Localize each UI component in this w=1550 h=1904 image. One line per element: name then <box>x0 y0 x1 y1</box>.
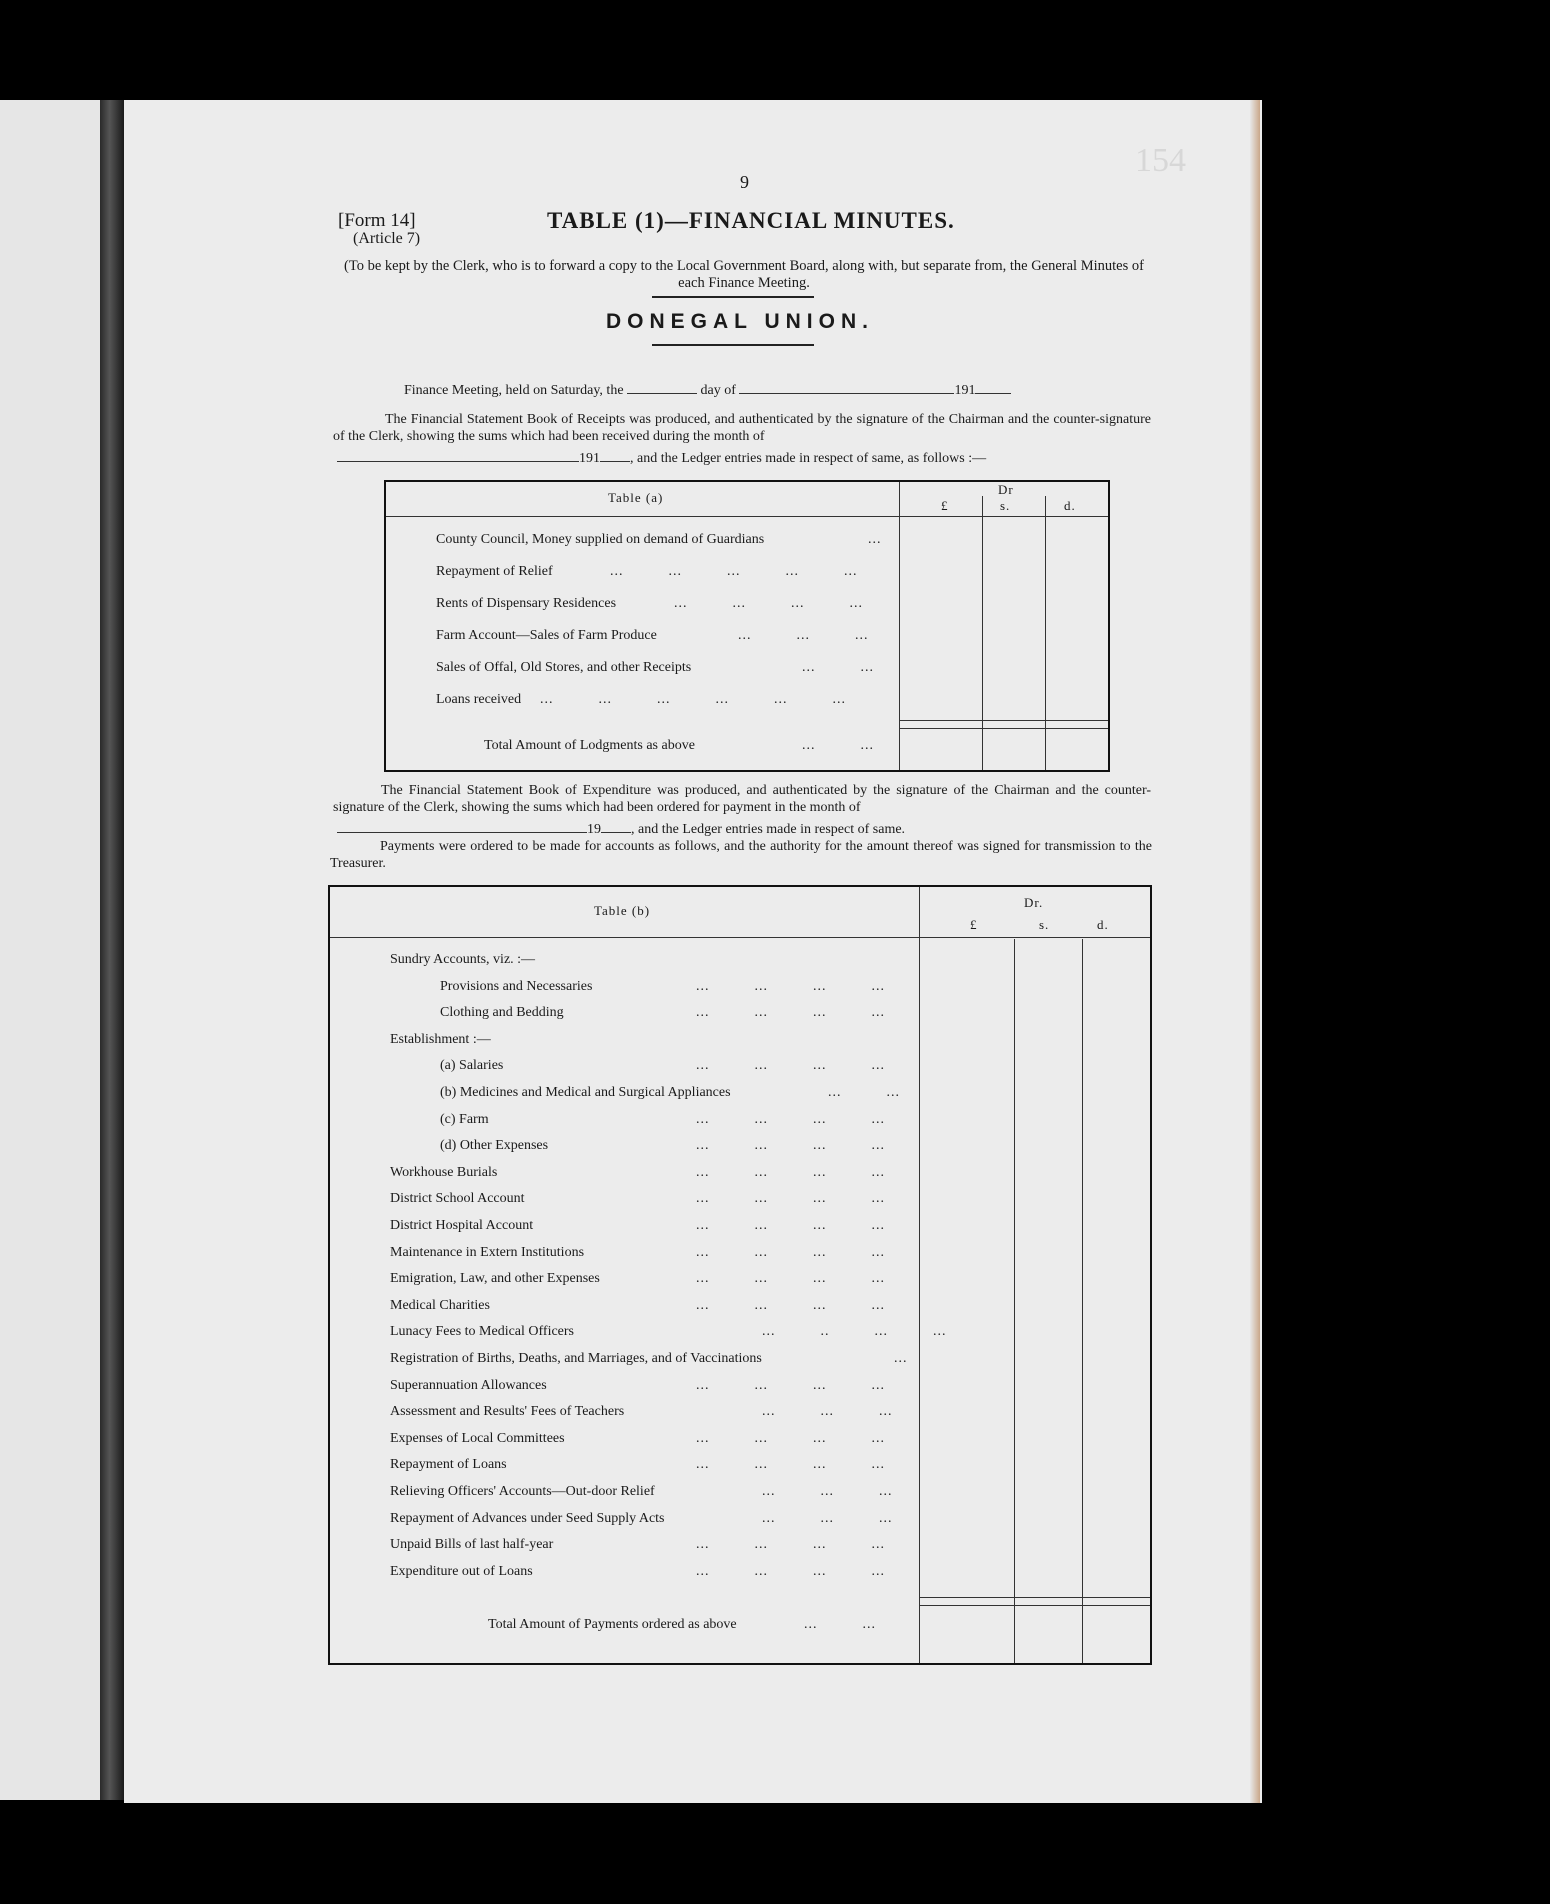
table-b-row-label: Provisions and Necessaries <box>440 979 593 994</box>
table-b-row-label: Sundry Accounts, viz. :— <box>390 952 536 967</box>
month-blank[interactable] <box>739 393 954 394</box>
form-label: [Form 14] <box>338 210 416 231</box>
table-b-row-label: Medical Charities <box>390 1298 490 1313</box>
table-b-total-label: Total Amount of Payments ordered as above <box>488 1617 737 1632</box>
table-a-pence: d. <box>1064 498 1076 513</box>
table-b-col-divider <box>1014 939 1015 1663</box>
page-edge <box>1250 100 1260 1803</box>
table-b-row-label: (c) Farm <box>440 1112 489 1127</box>
table-b-row-dots: ... ... <box>828 1085 900 1100</box>
table-a-row-dots: ... ... ... ... <box>674 596 863 611</box>
payments-paragraph: Payments were ordered to be made for accounts as follows, and the authority for the amount thereof was signed for transmission to the Treasurer. <box>330 839 1152 871</box>
table-b-row-dots: ... ... ... <box>762 1404 893 1419</box>
table-a-row-dots: ... ... ... <box>738 628 869 643</box>
table-b-row-label: Workhouse Burials <box>390 1165 498 1180</box>
table-b-row-dots: ... ... ... ... <box>696 1378 885 1393</box>
table-b-row-label: Maintenance in Extern Institutions <box>390 1245 585 1260</box>
table-b-col-divider <box>919 887 920 1663</box>
table-b-row-label: District Hospital Account <box>390 1218 534 1233</box>
table-b-row-dots: ... ... ... ... <box>696 1138 885 1153</box>
table-b-title: Table (b) <box>594 903 651 918</box>
table-b-row-label: Expenditure out of Loans <box>390 1564 533 1579</box>
table-b-row-label: (b) Medicines and Medical and Surgical Appliances <box>440 1085 731 1100</box>
table-a-row-dots: ... ... ... ... ... ... <box>540 692 846 707</box>
table-b-row-label: Lunacy Fees to Medical Officers <box>390 1324 575 1339</box>
title-divider-bottom <box>652 344 814 346</box>
table-b-row-label: Repayment of Advances under Seed Supply Acts <box>390 1511 665 1526</box>
table-b-pounds: £ <box>970 917 978 932</box>
table-b-row-dots: ... ... ... ... <box>696 1457 885 1472</box>
table-a-row-label: Repayment of Relief <box>436 564 553 579</box>
table-a-row-dots: ... ... <box>802 660 874 675</box>
receipts-month-line <box>337 451 986 467</box>
table-b-row-dots: ... <box>894 1351 908 1366</box>
meeting-year: 191 <box>954 383 976 398</box>
table-b-row-dots: ... ... ... ... <box>696 1112 885 1127</box>
table-a-total-dots: ... ... <box>802 738 874 753</box>
table-a-row-label: County Council, Money supplied on demand of Guardians <box>436 532 765 547</box>
table-b-total-dots: ... ... <box>804 1617 876 1632</box>
receipts-month-blank[interactable] <box>337 461 579 462</box>
table-a-header-rule <box>386 516 1108 517</box>
table-a-row-label: Sales of Offal, Old Stores, and other Receipts <box>436 660 692 675</box>
table-a-row-label: Farm Account—Sales of Farm Produce <box>436 628 657 643</box>
meeting-day-of: day of <box>700 383 736 398</box>
facing-page <box>0 100 105 1800</box>
table-b-row-label: Repayment of Loans <box>390 1457 507 1472</box>
table-b-row-label: Registration of Births, Deaths, and Marriages, and of Vaccinations <box>390 1351 762 1366</box>
table-b-row-dots: ... ... ... ... <box>696 1564 885 1579</box>
table-a-row-label: Loans received <box>436 692 522 707</box>
table-b-row-label: (d) Other Expenses <box>440 1138 549 1153</box>
table-b-col-divider <box>1082 939 1083 1663</box>
table-a-total-label: Total Amount of Lodgments as above <box>484 738 695 753</box>
table-b-row-dots: ... ... ... ... <box>696 1165 885 1180</box>
table-b-row-label: District School Account <box>390 1191 525 1206</box>
table-a-total-rule <box>899 720 1108 721</box>
table-b-total-rule <box>919 1605 1150 1606</box>
union-name: DONEGAL UNION. <box>606 310 874 333</box>
table-a-pounds: £ <box>941 498 949 513</box>
receipts-suffix: , and the Ledger entries made in respect of same, as follows :— <box>630 451 987 466</box>
table-b-header-rule <box>330 937 1150 938</box>
year-blank[interactable] <box>975 393 1011 394</box>
instruction-text: (To be kept by the Clerk, who is to forward a copy to the Local Government Board, along with, but separate from, the General Minutes of each Finance Meeting. <box>344 258 1144 291</box>
table-b-row-dots: ... ... ... ... <box>696 1005 885 1020</box>
table-b-row-dots: ... ... ... ... <box>696 1191 885 1206</box>
meeting-prefix: Finance Meeting, held on Saturday, the <box>404 383 624 398</box>
stamp-number: 154 <box>1135 142 1186 179</box>
meeting-line <box>404 383 1011 399</box>
table-b-row-dots: ... .. ... ... <box>762 1324 947 1339</box>
table-b-row-dots: ... ... ... ... <box>696 1431 885 1446</box>
table-b-row-dots: ... ... ... ... <box>696 1537 885 1552</box>
expenditure-suffix: , and the Ledger entries made in respect of same. <box>631 822 906 837</box>
expenditure-month-blank[interactable] <box>337 832 587 833</box>
page-number: 9 <box>740 172 749 192</box>
table-b <box>328 885 1152 1665</box>
table-b-row-label: (a) Salaries <box>440 1058 504 1073</box>
table-a-col-divider <box>899 482 900 770</box>
table-b-row-label: Relieving Officers' Accounts—Out-door Relief <box>390 1484 655 1499</box>
book-spine <box>100 100 124 1800</box>
table-b-shillings: s. <box>1039 917 1050 932</box>
receipts-year: 191 <box>579 451 600 466</box>
table-b-row-dots: ... ... ... <box>762 1511 893 1526</box>
table-b-row-label: Clothing and Bedding <box>440 1005 564 1020</box>
table-b-pence: d. <box>1097 917 1109 932</box>
table-b-row-label: Superannuation Allowances <box>390 1378 547 1393</box>
table-b-row-label: Unpaid Bills of last half-year <box>390 1537 554 1552</box>
expenditure-paragraph: The Financial Statement Book of Expenditure was produced, and authenticated by the signature of the Chairman and the counter-signature of the Clerk, showing the sums which had been ordered for payment in the month of <box>333 783 1151 815</box>
receipts-paragraph: The Financial Statement Book of Receipts was produced, and authenticated by the signature of the Chairman and the counter-signature of the Clerk, showing the sums which had been received during the month of <box>333 412 1151 444</box>
table-b-total-rule <box>919 1597 1150 1598</box>
table-b-dr: Dr. <box>1024 895 1044 910</box>
table-b-row-label: Emigration, Law, and other Expenses <box>390 1271 600 1286</box>
table-a-row-dots: ... <box>868 532 882 547</box>
table-b-row-dots: ... ... ... ... <box>696 1218 885 1233</box>
receipts-year-blank[interactable] <box>600 461 630 462</box>
table-a-row-label: Rents of Dispensary Residences <box>436 596 617 611</box>
table-a-total-rule <box>899 728 1108 729</box>
table-b-row-label: Establishment :— <box>390 1032 491 1047</box>
table-a-row-dots: ... ... ... ... ... <box>610 564 858 579</box>
table-b-row-dots: ... ... ... ... <box>696 1298 885 1313</box>
document-title: TABLE (1)—FINANCIAL MINUTES. <box>547 208 955 233</box>
table-a-shillings: s. <box>1000 498 1011 513</box>
table-a-dr: Dr <box>998 482 1014 497</box>
day-blank[interactable] <box>627 393 697 394</box>
table-b-row-dots: ... ... ... ... <box>696 979 885 994</box>
table-b-row-label: Assessment and Results' Fees of Teachers <box>390 1404 625 1419</box>
article-label: (Article 7) <box>353 230 421 247</box>
table-b-row-dots: ... ... ... ... <box>696 1271 885 1286</box>
expenditure-year: 19 <box>587 822 601 837</box>
table-a <box>384 480 1110 772</box>
table-b-row-dots: ... ... ... ... <box>696 1058 885 1073</box>
expenditure-year-blank[interactable] <box>601 832 631 833</box>
table-a-title: Table (a) <box>608 490 664 505</box>
title-divider-top <box>652 296 814 298</box>
table-b-row-dots: ... ... ... <box>762 1484 893 1499</box>
expenditure-month-line <box>337 822 905 838</box>
table-b-row-dots: ... ... ... ... <box>696 1245 885 1260</box>
table-b-row-label: Expenses of Local Committees <box>390 1431 565 1446</box>
